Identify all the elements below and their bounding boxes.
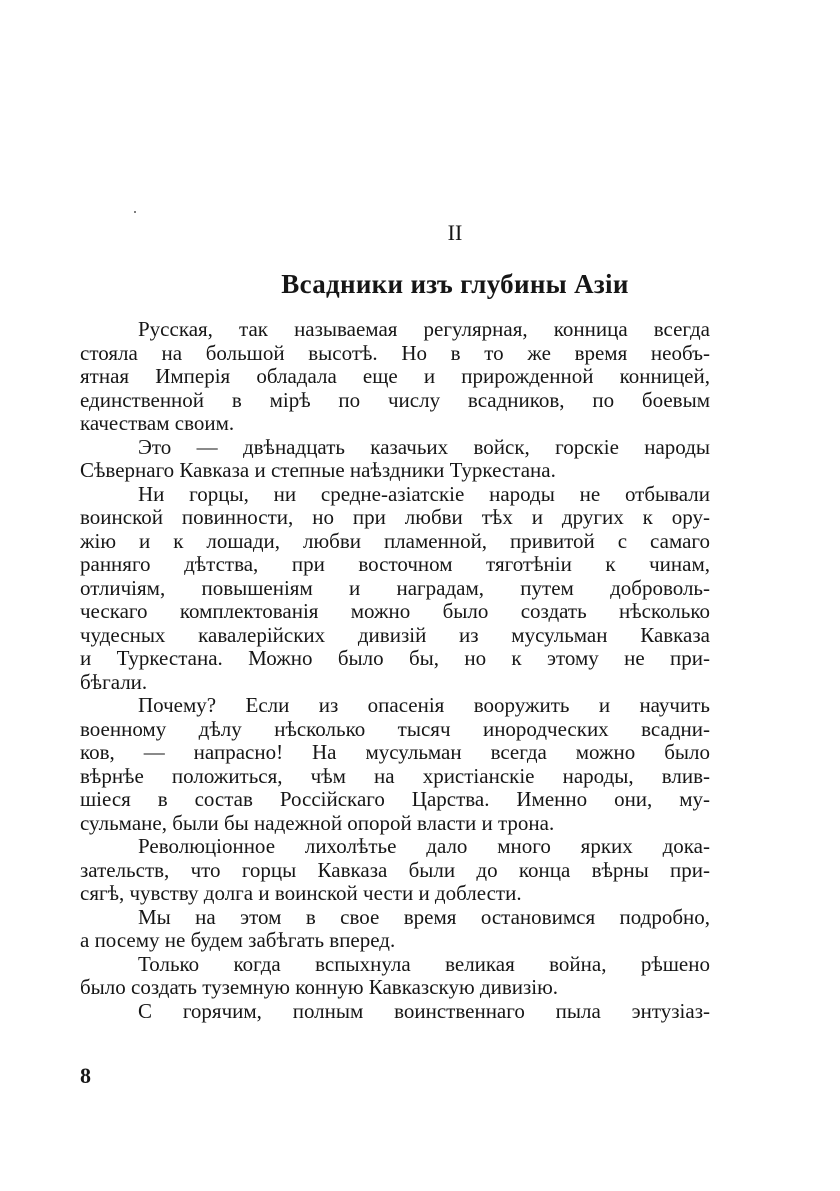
text-line: чудесных кавалерійских дивизій из мусульман Кавказа bbox=[80, 623, 710, 647]
text-line: ранняго дѣтства, при восточном тяготѣніи к чинам, bbox=[80, 553, 710, 576]
text-line: сульмане, были бы надежной опорой власти и трона. bbox=[80, 811, 555, 835]
text-line: вѣрнѣе положиться, чѣм на христіанскіе народы, влив- bbox=[80, 764, 710, 788]
text-line: Сѣвернаго Кавказа и степные наѣздники Туркестана. bbox=[80, 459, 556, 482]
text-line: Это — двѣнадцать казачьих войск, горскіе народы bbox=[138, 435, 710, 459]
text-line: ков, — напрасно! На мусульман всегда можно было bbox=[80, 741, 710, 764]
print-speck bbox=[134, 211, 136, 213]
text-line: жію и к лошади, любви пламенной, привитой с самаго bbox=[80, 529, 710, 553]
text-line: С горячим, полным воинственнаго пыла энтузіаз- bbox=[138, 999, 710, 1023]
text-line: качествам своим. bbox=[80, 412, 235, 435]
text-line: бѣгали. bbox=[80, 670, 148, 694]
page-number: 8 bbox=[80, 1063, 91, 1088]
text-line: было создать туземную конную Кавказскую дивизію. bbox=[80, 976, 559, 999]
body-text bbox=[80, 318, 710, 1023]
text-line: стояла на большой высотѣ. Но в то же время необъ- bbox=[80, 341, 710, 365]
chapter-numeral: II bbox=[447, 220, 463, 245]
text-line: Мы на этом в свое время остановимся подробно, bbox=[138, 905, 710, 929]
text-line: ятная Имперія обладала еще и прирожденной конницей, bbox=[80, 365, 710, 388]
text-line: зательств, что горцы Кавказа были до конца вѣрны при- bbox=[80, 858, 710, 882]
text-line: Почему? Если из опасенія вооружить и научить bbox=[138, 694, 710, 717]
text-line: Революціонное лихолѣтье дало много ярких дока- bbox=[138, 835, 710, 858]
text-line: Ни горцы, ни средне-азіатскіе народы не отбывали bbox=[138, 482, 710, 506]
text-line: сягѣ, чувству долга и воинской чести и доблести. bbox=[80, 882, 522, 905]
text-line: а посему не будем забѣгать вперед. bbox=[80, 929, 396, 952]
chapter-title: Всадники изъ глубины Азіи bbox=[281, 269, 629, 299]
text-line: шіеся в состав Россійскаго Царства. Именно они, му- bbox=[80, 788, 710, 811]
text-line: отличіям, повышеніям и наградам, путем доброволь- bbox=[80, 576, 710, 600]
text-line: Русская, так называемая регулярная, конница всегда bbox=[138, 318, 710, 341]
text-line: единственной в мірѣ по числу всадников, по боевым bbox=[80, 388, 710, 412]
text-line: военному дѣлу нѣсколько тысяч инородческих всадни- bbox=[80, 717, 710, 741]
text-line: Только когда вспыхнула великая война, рѣшено bbox=[138, 952, 710, 976]
text-line: и Туркестана. Можно было бы, но к этому не при- bbox=[80, 647, 710, 670]
text-line: воинской повинности, но при любви тѣх и других к ору- bbox=[80, 506, 710, 529]
text-line: ческаго комплектованія можно было создать нѣсколько bbox=[80, 600, 710, 623]
